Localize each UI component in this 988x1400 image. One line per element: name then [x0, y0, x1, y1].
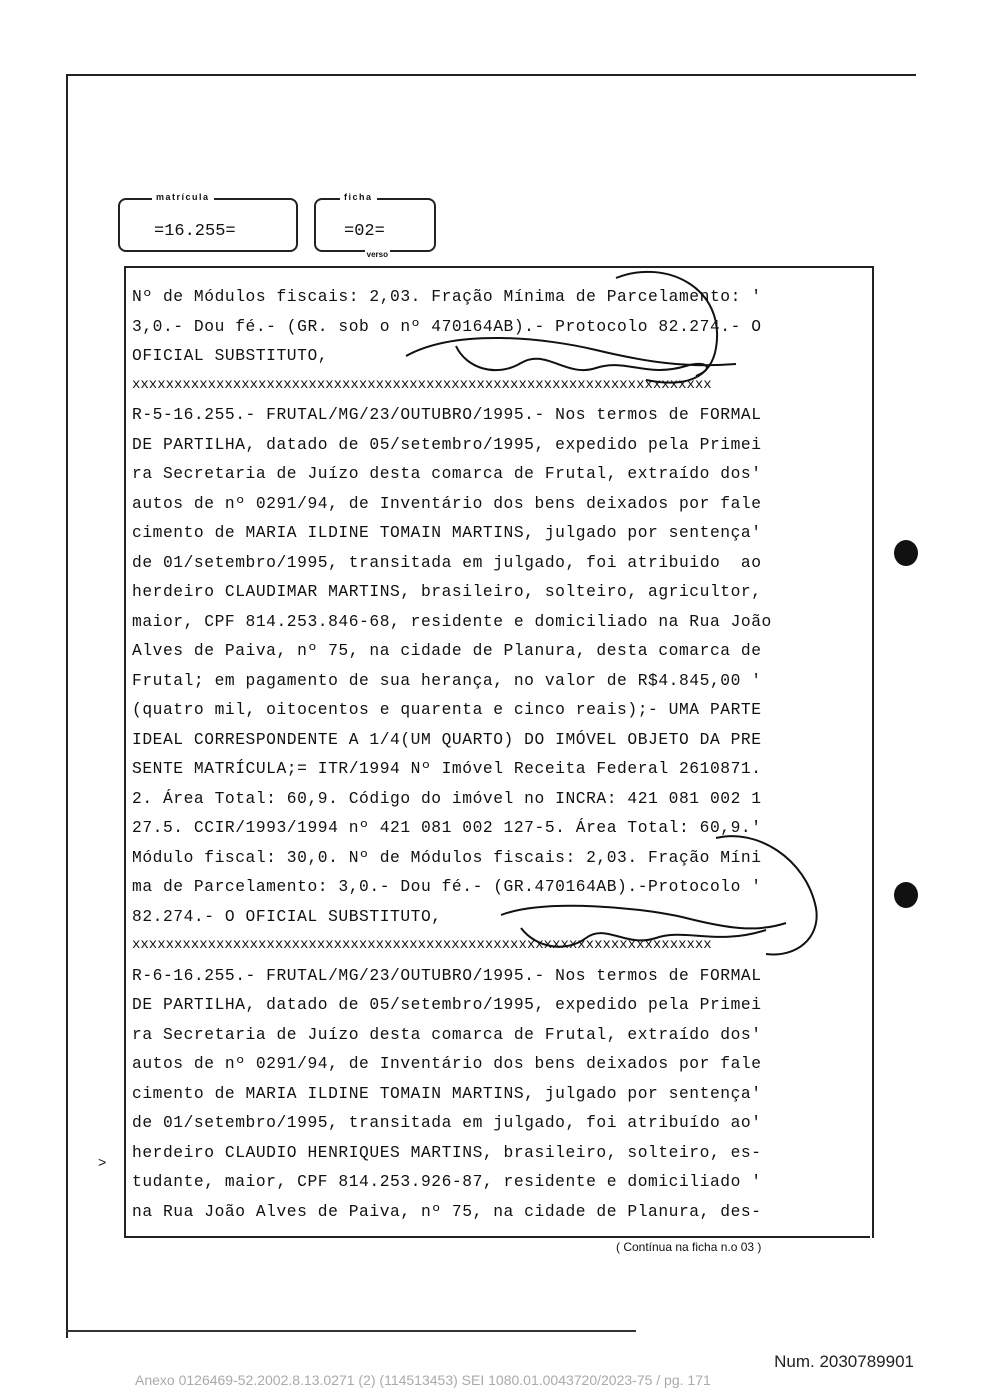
page-frame-top: [66, 74, 916, 76]
text-line: (quatro mil, oitocentos e quarenta e cinco reais);- UMA PARTE: [132, 700, 762, 719]
text-line: 2. Área Total: 60,9. Código do imóvel no INCRA: 421 081 002 1: [132, 788, 762, 808]
footer-stamp: Anexo 0126469-52.2002.8.13.0271 (2) (114513453) SEI 1080.01.0043720/2023-75 / pg. 171: [135, 1372, 711, 1388]
text-line: OFICIAL SUBSTITUTO,: [132, 346, 329, 365]
punch-hole-dot: [894, 540, 918, 566]
text-line: 27.5. CCIR/1993/1994 nº 421 081 002 127-5. Área Total: 60,9.': [132, 818, 762, 837]
text-line: cimento de MARIA ILDINE TOMAIN MARTINS, julgado por sentença': [132, 1083, 762, 1103]
ficha-value: =02=: [344, 222, 385, 241]
page-frame-left: [66, 76, 68, 1338]
text-line: ma de Parcelamento: 3,0.- Dou fé.- (GR.470164AB).-Protocolo ': [132, 877, 762, 896]
text-line: herdeiro CLAUDIO HENRIQUES MARTINS, brasileiro, solteiro, es-: [132, 1142, 762, 1162]
text-line: tudante, maior, CPF 814.253.926-87, residente e domiciliado ': [132, 1172, 762, 1191]
text-line: Módulo fiscal: 30,0. Nº de Módulos fiscais: 2,03. Fração Míni: [132, 847, 762, 867]
text-line: ra Secretaria de Juízo desta comarca de Frutal, extraído dos': [132, 464, 762, 483]
page-frame-bottom: [66, 1330, 636, 1332]
matricula-label: matrícula: [152, 192, 214, 202]
text-line: na Rua João Alves de Paiva, nº 75, na cidade de Planura, des-: [132, 1201, 762, 1221]
registry-text-box-bottom: [124, 1236, 870, 1238]
text-line: de 01/setembro/1995, transitada em julgado, foi atribuído ao': [132, 1113, 762, 1132]
matricula-value: =16.255=: [154, 222, 236, 241]
separator-line: xxxxxxxxxxxxxxxxxxxxxxxxxxxxxxxxxxxxxxxxxxxxxxxxxxxxxxxxxxxxxxxxxxxxx: [132, 937, 712, 953]
document-number: Num. 2030789901: [774, 1352, 914, 1371]
margin-arrow: >: [98, 1156, 107, 1172]
text-line: cimento de MARIA ILDINE TOMAIN MARTINS, julgado por sentença': [132, 523, 762, 542]
text-line: DE PARTILHA, datado de 05/setembro/1995, expedido pela Primei: [132, 995, 762, 1014]
continua-note: ( Contínua na ficha n.o 03 ): [616, 1240, 762, 1254]
text-line: 82.274.- O OFICIAL SUBSTITUTO,: [132, 906, 442, 926]
punch-hole-dot: [894, 882, 918, 908]
text-line: de 01/setembro/1995, transitada em julgado, foi atribuido ao: [132, 552, 762, 572]
matricula-box: [118, 192, 298, 252]
text-line: herdeiro CLAUDIMAR MARTINS, brasileiro, solteiro, agricultor,: [132, 582, 762, 601]
verso-label: verso: [366, 250, 388, 259]
registry-text: [132, 282, 862, 1226]
text-line: Nº de Módulos fiscais: 2,03. Fração Mínima de Parcelamento: ': [132, 287, 762, 306]
text-line: Frutal; em pagamento de sua herança, no valor de R$4.845,00 ': [132, 670, 762, 690]
separator-line: xxxxxxxxxxxxxxxxxxxxxxxxxxxxxxxxxxxxxxxxxxxxxxxxxxxxxxxxxxxxxxxxxxxxx: [132, 376, 712, 393]
text-line: ra Secretaria de Juízo desta comarca de Frutal, extraído dos': [132, 1024, 762, 1044]
text-line: 3,0.- Dou fé.- (GR. sob o nº 470164AB).- Protocolo 82.274.- O: [132, 316, 762, 336]
text-line: autos de nº 0291/94, de Inventário dos bens deixados por fale: [132, 493, 762, 513]
text-line: R-5-16.255.- FRUTAL/MG/23/OUTUBRO/1995.- Nos termos de FORMAL: [132, 405, 762, 424]
text-line: DE PARTILHA, datado de 05/setembro/1995, expedido pela Primei: [132, 434, 762, 454]
text-line: Alves de Paiva, nº 75, na cidade de Planura, desta comarca de: [132, 641, 762, 660]
text-line: R-6-16.255.- FRUTAL/MG/23/OUTUBRO/1995.- Nos termos de FORMAL: [132, 965, 762, 985]
ficha-label: ficha: [340, 192, 377, 202]
text-line: IDEAL CORRESPONDENTE A 1/4(UM QUARTO) DO IMÓVEL OBJETO DA PRE: [132, 729, 762, 749]
registry-text-box: [124, 266, 874, 1238]
text-line: autos de nº 0291/94, de Inventário dos bens deixados por fale: [132, 1054, 762, 1073]
ficha-box: [314, 192, 436, 259]
text-line: maior, CPF 814.253.846-68, residente e domiciliado na Rua João: [132, 611, 772, 631]
text-line: SENTE MATRÍCULA;= ITR/1994 Nº Imóvel Receita Federal 2610871.: [132, 759, 762, 778]
